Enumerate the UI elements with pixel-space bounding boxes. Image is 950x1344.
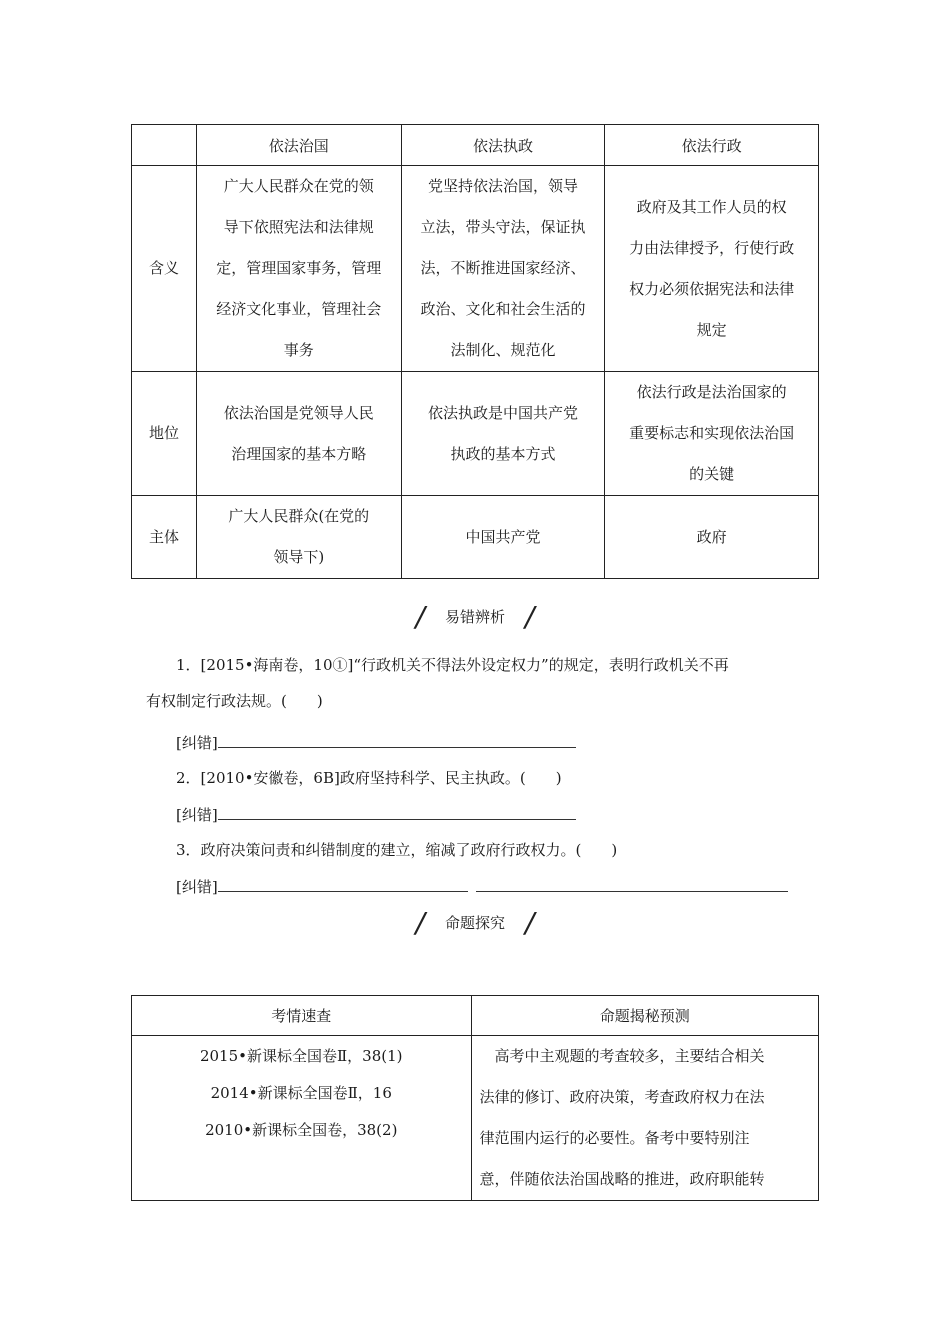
answer-blank[interactable]: [218, 805, 576, 820]
row-label: 主体: [132, 496, 197, 579]
cell-line: 依法执政是中国共产党: [427, 403, 578, 422]
answer-blank[interactable]: [218, 733, 576, 748]
exam-year-item: 2015•新课标全国卷Ⅱ，38(1): [199, 1047, 403, 1065]
correction-line-2[interactable]: [176, 804, 576, 825]
cell-text: [196, 496, 401, 579]
cell-line: 立法，带头守法，保证执: [420, 218, 586, 236]
prediction-line: 法律的修订、政府决策，考查政府权力在法: [479, 1088, 765, 1106]
table-row: [132, 496, 819, 579]
slash-decoration-left: /: [415, 906, 425, 939]
cell-line: 依法行政是法治国家的: [636, 383, 787, 401]
question-3: [146, 832, 811, 868]
exam-analysis-table: [131, 995, 819, 1201]
cell-line: 定，管理国家事务，管理: [216, 259, 382, 277]
exam-year-item: 2010•新课标全国卷，38(2): [205, 1121, 398, 1139]
cell-line: 治理国家的基本方略: [231, 444, 367, 463]
section-title: 易错辨析: [444, 608, 505, 626]
cell-line: 重要标志和实现依法治国: [629, 424, 795, 442]
prediction-line: 律范围内运行的必要性。备考中要特别注: [479, 1129, 750, 1147]
cell-line: 中国共产党: [465, 527, 541, 546]
cell-text: [401, 496, 605, 579]
cell-line: 法，不断推进国家经济、: [420, 259, 586, 277]
correction-label: [纠错]: [176, 806, 218, 824]
cell-text: [401, 166, 605, 372]
cell-text: [196, 372, 401, 496]
header-exam-lookup: 考情速查: [132, 996, 472, 1036]
cell-line: 法制化、规范化: [450, 341, 556, 359]
question-text: 3．政府决策问责和纠错制度的建立，缩减了政府行政权力。( ): [176, 841, 618, 859]
cell-line: 执政的基本方式: [450, 444, 556, 463]
header-row: [132, 996, 819, 1036]
slash-decoration-right: /: [525, 906, 535, 939]
table-row: [132, 166, 819, 372]
table-row: [132, 1036, 819, 1201]
cell-line: 政府: [696, 527, 727, 546]
cell-line: 权力必须依据宪法和法律: [629, 279, 795, 298]
table-row: [132, 372, 819, 496]
slash-decoration-right: /: [525, 600, 535, 633]
cell-line: 党坚持依法治国，领导: [427, 177, 578, 195]
comparison-table: [131, 124, 819, 579]
cell-line: 依法治国是党领导人民: [223, 403, 374, 422]
cell-line: 领导下): [273, 548, 325, 566]
exam-year-item: 2014•新课标全国卷Ⅱ，16: [210, 1084, 392, 1102]
header-governing-by-law: 依法执政: [401, 125, 605, 166]
correction-line-1[interactable]: [176, 732, 576, 753]
header-empty: [132, 125, 197, 166]
slash-decoration-left: /: [415, 600, 425, 633]
exam-years-cell: [132, 1036, 472, 1201]
row-label: 含义: [132, 166, 197, 372]
header-administration-by-law: 依法行政: [605, 125, 819, 166]
prediction-line: 意，伴随依法治国战略的推进，政府职能转: [479, 1170, 765, 1188]
correction-label: [纠错]: [176, 878, 218, 896]
cell-line: 广大人民群众(在党的: [228, 507, 370, 525]
answer-blank[interactable]: [476, 877, 788, 892]
cell-line: 政治、文化和社会生活的: [420, 300, 586, 318]
cell-line: 事务: [283, 341, 314, 359]
header-rule-of-law: 依法治国: [196, 125, 401, 166]
question-1: [146, 647, 811, 719]
prediction-cell: [471, 1036, 819, 1201]
question-text: 有权制定行政法规。( ): [146, 692, 323, 710]
question-text: 1．[2015•海南卷，10①]“行政机关不得法外设定权力”的规定，表明行政机关不再: [176, 656, 729, 674]
cell-line: 规定: [696, 320, 727, 339]
section-header-exploration: [0, 906, 950, 946]
section-title: 命题探究: [444, 914, 505, 932]
cell-line: 政府及其工作人员的权: [636, 197, 787, 216]
header-row: [132, 125, 819, 166]
prediction-line: 高考中主观题的考查较多，主要结合相关: [479, 1047, 765, 1065]
cell-line: 力由法律授予，行使行政: [629, 238, 795, 257]
answer-blank[interactable]: [218, 877, 468, 892]
cell-line: 导下依照宪法和法律规: [223, 218, 374, 236]
cell-line: 经济文化事业，管理社会: [216, 300, 382, 318]
row-label: 地位: [132, 372, 197, 496]
question-2: [146, 760, 811, 796]
cell-text: [605, 372, 819, 496]
question-text: 2．[2010•安徽卷，6B]政府坚持科学、民主执政。( ): [176, 769, 562, 787]
cell-line: 的关键: [689, 465, 735, 483]
cell-line: 广大人民群众在党的领: [223, 177, 374, 195]
section-header-errors: [0, 600, 950, 640]
correction-line-3[interactable]: [176, 876, 788, 897]
cell-text: [605, 496, 819, 579]
cell-text: [401, 372, 605, 496]
cell-text: [196, 166, 401, 372]
cell-text: [605, 166, 819, 372]
correction-label: [纠错]: [176, 734, 218, 752]
header-prediction: 命题揭秘预测: [471, 996, 819, 1036]
